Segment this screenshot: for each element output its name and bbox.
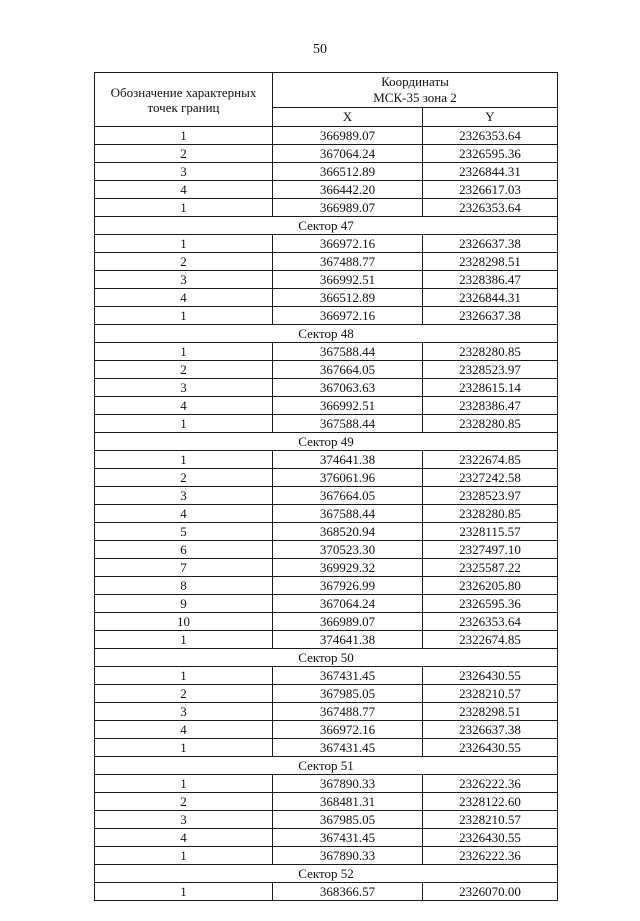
- x-coordinate: 370523.30: [273, 541, 423, 559]
- point-number: 1: [95, 847, 273, 865]
- x-coordinate: 366512.89: [273, 163, 423, 181]
- table-row: [95, 667, 558, 685]
- point-number: 2: [95, 793, 273, 811]
- x-coordinate: 366442.20: [273, 181, 423, 199]
- y-coordinate: 2328122.60: [423, 793, 558, 811]
- point-number: 1: [95, 415, 273, 433]
- point-number: 4: [95, 721, 273, 739]
- table-row: [95, 541, 558, 559]
- x-coordinate: 374641.38: [273, 631, 423, 649]
- point-number: 3: [95, 379, 273, 397]
- x-coordinate: 367064.24: [273, 145, 423, 163]
- y-coordinate: 2326430.55: [423, 829, 558, 847]
- point-number: 1: [95, 307, 273, 325]
- y-coordinate: 2327497.10: [423, 541, 558, 559]
- table-row: [95, 577, 558, 595]
- point-number: 1: [95, 235, 273, 253]
- x-coordinate: 367488.77: [273, 253, 423, 271]
- point-number: 4: [95, 505, 273, 523]
- point-label-line1: Обозначение характерных: [110, 84, 257, 100]
- table-row: [95, 703, 558, 721]
- y-coordinate: 2326637.38: [423, 235, 558, 253]
- y-coordinate: 2326844.31: [423, 163, 558, 181]
- table-row: [95, 613, 558, 631]
- sector-row: [95, 649, 558, 667]
- table-row: [95, 361, 558, 379]
- table-row: [95, 793, 558, 811]
- y-coordinate: 2325587.22: [423, 559, 558, 577]
- x-coordinate: 367431.45: [273, 667, 423, 685]
- coordinates-table: [94, 72, 558, 901]
- table-row: [95, 289, 558, 307]
- y-coordinate: 2328210.57: [423, 685, 558, 703]
- y-coordinate: 2326222.36: [423, 775, 558, 793]
- x-coordinate: 366972.16: [273, 307, 423, 325]
- table-row: [95, 145, 558, 163]
- y-coordinate: 2326617.03: [423, 181, 558, 199]
- table-row: [95, 685, 558, 703]
- x-coordinate: 367890.33: [273, 847, 423, 865]
- point-number: 1: [95, 631, 273, 649]
- point-number: 6: [95, 541, 273, 559]
- table-row: [95, 451, 558, 469]
- table-row: [95, 127, 558, 145]
- y-coordinate: 2326595.36: [423, 145, 558, 163]
- sector-title: Сектор 51: [95, 757, 558, 775]
- point-number: 1: [95, 667, 273, 685]
- point-number: 2: [95, 145, 273, 163]
- point-number: 9: [95, 595, 273, 613]
- x-coordinate: 367431.45: [273, 829, 423, 847]
- y-coordinate: 2326637.38: [423, 307, 558, 325]
- point-number: 2: [95, 361, 273, 379]
- point-number: 4: [95, 289, 273, 307]
- y-coordinate: 2326353.64: [423, 613, 558, 631]
- table-row: [95, 379, 558, 397]
- x-coordinate: 367985.05: [273, 685, 423, 703]
- y-coordinate: 2322674.85: [423, 451, 558, 469]
- y-coordinate: 2328115.57: [423, 523, 558, 541]
- y-coordinate: 2326353.64: [423, 199, 558, 217]
- table-row: [95, 181, 558, 199]
- sector-title: Сектор 52: [95, 865, 558, 883]
- table-row: [95, 523, 558, 541]
- x-coordinate: 367588.44: [273, 343, 423, 361]
- x-coordinate: 367926.99: [273, 577, 423, 595]
- x-coordinate: 367890.33: [273, 775, 423, 793]
- x-coordinate: 368520.94: [273, 523, 423, 541]
- y-coordinate: 2328386.47: [423, 271, 558, 289]
- x-coordinate: 374641.38: [273, 451, 423, 469]
- point-number: 3: [95, 163, 273, 181]
- table-row: [95, 721, 558, 739]
- sector-title: Сектор 48: [95, 325, 558, 343]
- point-label-header: [95, 73, 273, 127]
- point-number: 2: [95, 469, 273, 487]
- table-row: [95, 469, 558, 487]
- x-coordinate: 367588.44: [273, 415, 423, 433]
- point-number: 4: [95, 397, 273, 415]
- table-row: [95, 883, 558, 901]
- y-column-header: Y: [423, 108, 558, 127]
- y-coordinate: 2326637.38: [423, 721, 558, 739]
- table-row: [95, 253, 558, 271]
- y-coordinate: 2326844.31: [423, 289, 558, 307]
- x-coordinate: 367588.44: [273, 505, 423, 523]
- sector-row: [95, 757, 558, 775]
- table-body: [95, 127, 558, 901]
- point-number: 7: [95, 559, 273, 577]
- x-coordinate: 366972.16: [273, 721, 423, 739]
- table-row: [95, 775, 558, 793]
- x-coordinate: 366989.07: [273, 127, 423, 145]
- x-coordinate: 367064.24: [273, 595, 423, 613]
- table-row: [95, 397, 558, 415]
- y-coordinate: 2326070.00: [423, 883, 558, 901]
- y-coordinate: 2328523.97: [423, 361, 558, 379]
- table-row: [95, 163, 558, 181]
- point-number: 10: [95, 613, 273, 631]
- point-number: 8: [95, 577, 273, 595]
- x-coordinate: 367664.05: [273, 487, 423, 505]
- y-coordinate: 2328298.51: [423, 253, 558, 271]
- y-coordinate: 2326430.55: [423, 667, 558, 685]
- x-coordinate: 367664.05: [273, 361, 423, 379]
- point-number: 3: [95, 703, 273, 721]
- point-number: 1: [95, 883, 273, 901]
- y-coordinate: 2328386.47: [423, 397, 558, 415]
- point-number: 4: [95, 829, 273, 847]
- y-coordinate: 2326353.64: [423, 127, 558, 145]
- point-number: 3: [95, 487, 273, 505]
- x-coordinate: 366972.16: [273, 235, 423, 253]
- y-coordinate: 2322674.85: [423, 631, 558, 649]
- x-coordinate: 376061.96: [273, 469, 423, 487]
- coordinate-system: МСК-35 зона 2: [373, 90, 457, 105]
- point-number: 3: [95, 811, 273, 829]
- x-coordinate: 366992.51: [273, 397, 423, 415]
- table-row: [95, 415, 558, 433]
- x-coordinate: 368366.57: [273, 883, 423, 901]
- table-row: [95, 487, 558, 505]
- table-row: [95, 739, 558, 757]
- point-number: 1: [95, 775, 273, 793]
- x-coordinate: 367431.45: [273, 739, 423, 757]
- x-coordinate: 367488.77: [273, 703, 423, 721]
- coordinates-title: Координаты: [381, 74, 449, 89]
- y-coordinate: 2328280.85: [423, 415, 558, 433]
- x-coordinate: 367985.05: [273, 811, 423, 829]
- y-coordinate: 2327242.58: [423, 469, 558, 487]
- table-row: [95, 199, 558, 217]
- y-coordinate: 2328615.14: [423, 379, 558, 397]
- y-coordinate: 2326595.36: [423, 595, 558, 613]
- x-coordinate: 367063.63: [273, 379, 423, 397]
- x-column-header: X: [273, 108, 423, 127]
- point-number: 1: [95, 451, 273, 469]
- table-row: [95, 559, 558, 577]
- page-number: 50: [313, 42, 327, 57]
- y-coordinate: 2326222.36: [423, 847, 558, 865]
- point-number: 1: [95, 127, 273, 145]
- y-coordinate: 2326430.55: [423, 739, 558, 757]
- table-row: [95, 847, 558, 865]
- table-row: [95, 505, 558, 523]
- table-row: [95, 271, 558, 289]
- point-number: 1: [95, 343, 273, 361]
- y-coordinate: 2328298.51: [423, 703, 558, 721]
- point-label-line2: точек границ: [147, 99, 220, 115]
- point-number: 4: [95, 181, 273, 199]
- x-coordinate: 368481.31: [273, 793, 423, 811]
- table-row: [95, 343, 558, 361]
- sector-row: [95, 217, 558, 235]
- point-number: 2: [95, 685, 273, 703]
- point-number: 1: [95, 739, 273, 757]
- table-row: [95, 235, 558, 253]
- y-coordinate: 2328523.97: [423, 487, 558, 505]
- table-row: [95, 829, 558, 847]
- sector-row: [95, 433, 558, 451]
- coordinates-header: [273, 73, 558, 108]
- table-row: [95, 631, 558, 649]
- table-row: [95, 307, 558, 325]
- point-number: 1: [95, 199, 273, 217]
- point-number: 3: [95, 271, 273, 289]
- point-number: 2: [95, 253, 273, 271]
- sector-title: Сектор 50: [95, 649, 558, 667]
- y-coordinate: 2328210.57: [423, 811, 558, 829]
- sector-title: Сектор 47: [95, 217, 558, 235]
- table-row: [95, 595, 558, 613]
- x-coordinate: 366992.51: [273, 271, 423, 289]
- x-coordinate: 369929.32: [273, 559, 423, 577]
- sector-row: [95, 325, 558, 343]
- x-coordinate: 366989.07: [273, 613, 423, 631]
- y-coordinate: 2328280.85: [423, 505, 558, 523]
- point-number: 5: [95, 523, 273, 541]
- y-coordinate: 2328280.85: [423, 343, 558, 361]
- y-coordinate: 2326205.80: [423, 577, 558, 595]
- sector-title: Сектор 49: [95, 433, 558, 451]
- table-row: [95, 811, 558, 829]
- x-coordinate: 366512.89: [273, 289, 423, 307]
- x-coordinate: 366989.07: [273, 199, 423, 217]
- sector-row: [95, 865, 558, 883]
